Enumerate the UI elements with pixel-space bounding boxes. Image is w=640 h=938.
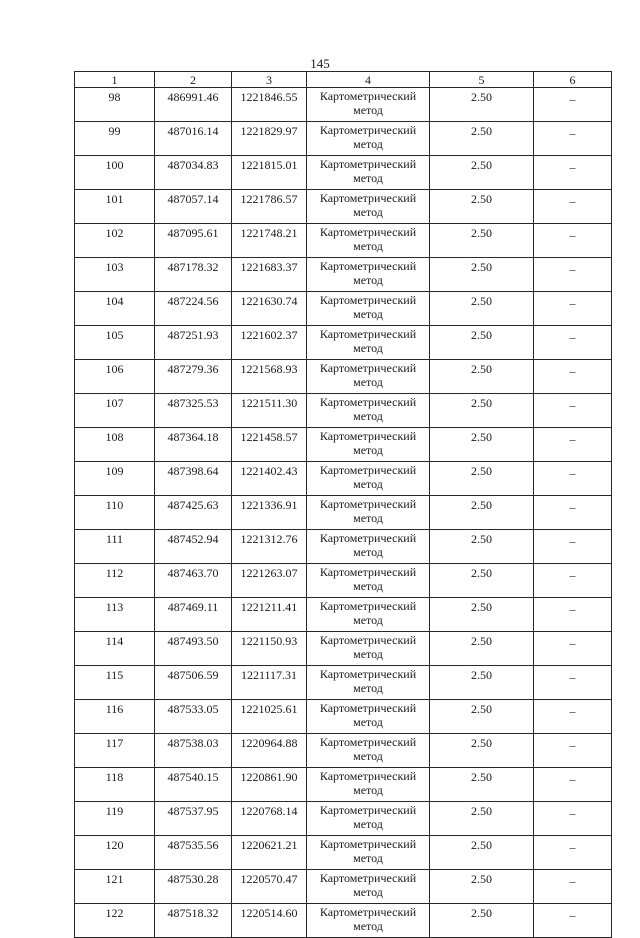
x-coordinate-cell: 487493.50 [155, 632, 232, 666]
header-col-5: 5 [430, 72, 534, 88]
note-cell: – [534, 258, 612, 292]
method-line-1: Картометрический [319, 327, 417, 341]
accuracy-cell: 2.50 [430, 224, 534, 258]
point-number-cell: 112 [75, 564, 155, 598]
method-cell [307, 122, 430, 156]
method-cell [307, 564, 430, 598]
y-coordinate-cell: 1221815.01 [232, 156, 307, 190]
accuracy-cell: 2.50 [430, 258, 534, 292]
point-number-cell: 102 [75, 224, 155, 258]
method-line-1: Картометрический [319, 599, 417, 613]
accuracy-cell: 2.50 [430, 156, 534, 190]
header-col-6: 6 [534, 72, 612, 88]
table-row [75, 122, 612, 156]
table-row [75, 462, 612, 496]
x-coordinate-cell: 487057.14 [155, 190, 232, 224]
method-line-1: Картометрический [319, 871, 417, 885]
table-row [75, 496, 612, 530]
accuracy-cell: 2.50 [430, 632, 534, 666]
note-cell: – [534, 598, 612, 632]
x-coordinate-cell: 487398.64 [155, 462, 232, 496]
accuracy-cell: 2.50 [430, 428, 534, 462]
method-line-2: метод [353, 545, 383, 559]
accuracy-cell: 2.50 [430, 802, 534, 836]
note-cell: – [534, 462, 612, 496]
method-line-1: Картометрический [319, 361, 417, 375]
x-coordinate-cell: 487518.32 [155, 904, 232, 938]
table-row [75, 530, 612, 564]
method-cell [307, 496, 430, 530]
method-cell [307, 156, 430, 190]
method-line-1: Картометрический [319, 701, 417, 715]
x-coordinate-cell: 487533.05 [155, 700, 232, 734]
method-line-1: Картометрический [319, 89, 417, 103]
note-cell: – [534, 496, 612, 530]
x-coordinate-cell: 487095.61 [155, 224, 232, 258]
table-row [75, 326, 612, 360]
note-cell: – [534, 870, 612, 904]
method-line-1: Картометрический [319, 633, 417, 647]
method-line-1: Картометрический [319, 803, 417, 817]
note-cell: – [534, 836, 612, 870]
method-cell [307, 904, 430, 938]
method-line-2: метод [353, 511, 383, 525]
x-coordinate-cell: 487463.70 [155, 564, 232, 598]
table-row [75, 632, 612, 666]
coordinates-table [74, 71, 612, 938]
method-cell [307, 598, 430, 632]
accuracy-cell: 2.50 [430, 496, 534, 530]
x-coordinate-cell: 487535.56 [155, 836, 232, 870]
header-col-2: 2 [155, 72, 232, 88]
method-cell [307, 802, 430, 836]
y-coordinate-cell: 1221312.76 [232, 530, 307, 564]
method-line-1: Картометрический [319, 837, 417, 851]
y-coordinate-cell: 1220768.14 [232, 802, 307, 836]
point-number-cell: 113 [75, 598, 155, 632]
method-cell [307, 530, 430, 564]
y-coordinate-cell: 1221846.55 [232, 88, 307, 122]
point-number-cell: 105 [75, 326, 155, 360]
x-coordinate-cell: 487279.36 [155, 360, 232, 394]
method-line-2: метод [353, 477, 383, 491]
y-coordinate-cell: 1220570.47 [232, 870, 307, 904]
y-coordinate-cell: 1221336.91 [232, 496, 307, 530]
header-col-3: 3 [232, 72, 307, 88]
method-cell [307, 258, 430, 292]
method-cell [307, 394, 430, 428]
accuracy-cell: 2.50 [430, 598, 534, 632]
method-cell [307, 360, 430, 394]
header-col-1: 1 [75, 72, 155, 88]
method-line-1: Картометрический [319, 565, 417, 579]
x-coordinate-cell: 487364.18 [155, 428, 232, 462]
method-line-2: метод [353, 885, 383, 899]
table-header-row [75, 72, 612, 88]
note-cell: – [534, 224, 612, 258]
method-line-2: метод [353, 749, 383, 763]
note-cell: – [534, 326, 612, 360]
point-number-cell: 116 [75, 700, 155, 734]
method-cell [307, 666, 430, 700]
method-line-2: метод [353, 443, 383, 457]
x-coordinate-cell: 487530.28 [155, 870, 232, 904]
page-number: 145 [310, 56, 330, 71]
point-number-cell: 109 [75, 462, 155, 496]
method-cell [307, 88, 430, 122]
table-row [75, 870, 612, 904]
point-number-cell: 111 [75, 530, 155, 564]
method-line-2: метод [353, 103, 383, 117]
y-coordinate-cell: 1220964.88 [232, 734, 307, 768]
x-coordinate-cell: 487425.63 [155, 496, 232, 530]
y-coordinate-cell: 1221568.93 [232, 360, 307, 394]
table-row [75, 292, 612, 326]
note-cell: – [534, 530, 612, 564]
point-number-cell: 115 [75, 666, 155, 700]
point-number-cell: 100 [75, 156, 155, 190]
accuracy-cell: 2.50 [430, 904, 534, 938]
method-line-1: Картометрический [319, 531, 417, 545]
point-number-cell: 106 [75, 360, 155, 394]
method-line-1: Картометрический [319, 667, 417, 681]
accuracy-cell: 2.50 [430, 836, 534, 870]
point-number-cell: 120 [75, 836, 155, 870]
table-row [75, 904, 612, 938]
accuracy-cell: 2.50 [430, 360, 534, 394]
accuracy-cell: 2.50 [430, 734, 534, 768]
method-line-2: метод [353, 307, 383, 321]
y-coordinate-cell: 1221263.07 [232, 564, 307, 598]
note-cell: – [534, 394, 612, 428]
y-coordinate-cell: 1221786.57 [232, 190, 307, 224]
method-cell [307, 190, 430, 224]
note-cell: – [534, 292, 612, 326]
note-cell: – [534, 632, 612, 666]
method-line-2: метод [353, 919, 383, 933]
method-line-2: метод [353, 137, 383, 151]
method-cell [307, 700, 430, 734]
x-coordinate-cell: 487452.94 [155, 530, 232, 564]
method-line-2: метод [353, 613, 383, 627]
y-coordinate-cell: 1220514.60 [232, 904, 307, 938]
table-body [75, 88, 612, 938]
y-coordinate-cell: 1221025.61 [232, 700, 307, 734]
table-row [75, 598, 612, 632]
method-cell [307, 768, 430, 802]
y-coordinate-cell: 1221511.30 [232, 394, 307, 428]
table-row [75, 394, 612, 428]
x-coordinate-cell: 487506.59 [155, 666, 232, 700]
accuracy-cell: 2.50 [430, 666, 534, 700]
y-coordinate-cell: 1221602.37 [232, 326, 307, 360]
x-coordinate-cell: 487251.93 [155, 326, 232, 360]
note-cell: – [534, 904, 612, 938]
method-line-2: метод [353, 579, 383, 593]
x-coordinate-cell: 487034.83 [155, 156, 232, 190]
method-cell [307, 462, 430, 496]
table-row [75, 734, 612, 768]
y-coordinate-cell: 1221683.37 [232, 258, 307, 292]
method-line-1: Картометрический [319, 395, 417, 409]
method-cell [307, 836, 430, 870]
table-row [75, 666, 612, 700]
table-row [75, 258, 612, 292]
method-line-2: метод [353, 171, 383, 185]
method-cell [307, 870, 430, 904]
point-number-cell: 107 [75, 394, 155, 428]
table-row [75, 224, 612, 258]
point-number-cell: 101 [75, 190, 155, 224]
method-line-2: метод [353, 681, 383, 695]
method-line-1: Картометрический [319, 905, 417, 919]
accuracy-cell: 2.50 [430, 564, 534, 598]
method-cell [307, 428, 430, 462]
table-row [75, 88, 612, 122]
method-line-2: метод [353, 341, 383, 355]
method-line-1: Картометрический [319, 463, 417, 477]
method-cell [307, 326, 430, 360]
method-line-1: Картометрический [319, 157, 417, 171]
accuracy-cell: 2.50 [430, 530, 534, 564]
header-col-4: 4 [307, 72, 430, 88]
accuracy-cell: 2.50 [430, 700, 534, 734]
y-coordinate-cell: 1221211.41 [232, 598, 307, 632]
method-line-2: метод [353, 851, 383, 865]
y-coordinate-cell: 1220621.21 [232, 836, 307, 870]
method-line-1: Картометрический [319, 225, 417, 239]
accuracy-cell: 2.50 [430, 190, 534, 224]
table-row [75, 700, 612, 734]
accuracy-cell: 2.50 [430, 326, 534, 360]
note-cell: – [534, 700, 612, 734]
method-cell [307, 734, 430, 768]
method-line-1: Картометрический [319, 191, 417, 205]
note-cell: – [534, 564, 612, 598]
x-coordinate-cell: 487016.14 [155, 122, 232, 156]
accuracy-cell: 2.50 [430, 394, 534, 428]
method-line-1: Картометрический [319, 769, 417, 783]
y-coordinate-cell: 1221402.43 [232, 462, 307, 496]
y-coordinate-cell: 1220861.90 [232, 768, 307, 802]
y-coordinate-cell: 1221829.97 [232, 122, 307, 156]
table-row [75, 360, 612, 394]
note-cell: – [534, 156, 612, 190]
method-line-1: Картометрический [319, 259, 417, 273]
method-line-2: метод [353, 715, 383, 729]
point-number-cell: 121 [75, 870, 155, 904]
note-cell: – [534, 768, 612, 802]
point-number-cell: 103 [75, 258, 155, 292]
table-row [75, 428, 612, 462]
point-number-cell: 110 [75, 496, 155, 530]
method-line-2: метод [353, 205, 383, 219]
method-cell [307, 632, 430, 666]
table-row [75, 190, 612, 224]
method-line-2: метод [353, 409, 383, 423]
point-number-cell: 118 [75, 768, 155, 802]
x-coordinate-cell: 487224.56 [155, 292, 232, 326]
note-cell: – [534, 190, 612, 224]
accuracy-cell: 2.50 [430, 462, 534, 496]
table-row [75, 564, 612, 598]
note-cell: – [534, 666, 612, 700]
method-cell [307, 224, 430, 258]
table-row [75, 156, 612, 190]
method-line-1: Картометрический [319, 293, 417, 307]
table-row [75, 802, 612, 836]
note-cell: – [534, 428, 612, 462]
note-cell: – [534, 802, 612, 836]
x-coordinate-cell: 487538.03 [155, 734, 232, 768]
method-line-1: Картометрический [319, 429, 417, 443]
point-number-cell: 108 [75, 428, 155, 462]
accuracy-cell: 2.50 [430, 292, 534, 326]
point-number-cell: 119 [75, 802, 155, 836]
accuracy-cell: 2.50 [430, 122, 534, 156]
x-coordinate-cell: 487178.32 [155, 258, 232, 292]
y-coordinate-cell: 1221150.93 [232, 632, 307, 666]
method-line-2: метод [353, 239, 383, 253]
accuracy-cell: 2.50 [430, 768, 534, 802]
method-line-2: метод [353, 783, 383, 797]
accuracy-cell: 2.50 [430, 870, 534, 904]
y-coordinate-cell: 1221458.57 [232, 428, 307, 462]
note-cell: – [534, 88, 612, 122]
x-coordinate-cell: 486991.46 [155, 88, 232, 122]
x-coordinate-cell: 487325.53 [155, 394, 232, 428]
y-coordinate-cell: 1221117.31 [232, 666, 307, 700]
note-cell: – [534, 122, 612, 156]
method-line-1: Картометрический [319, 123, 417, 137]
x-coordinate-cell: 487537.95 [155, 802, 232, 836]
note-cell: – [534, 360, 612, 394]
point-number-cell: 114 [75, 632, 155, 666]
x-coordinate-cell: 487469.11 [155, 598, 232, 632]
point-number-cell: 98 [75, 88, 155, 122]
method-line-1: Картометрический [319, 497, 417, 511]
table-row [75, 836, 612, 870]
method-cell [307, 292, 430, 326]
note-cell: – [534, 734, 612, 768]
method-line-2: метод [353, 817, 383, 831]
point-number-cell: 117 [75, 734, 155, 768]
point-number-cell: 122 [75, 904, 155, 938]
method-line-2: метод [353, 647, 383, 661]
method-line-2: метод [353, 273, 383, 287]
point-number-cell: 99 [75, 122, 155, 156]
y-coordinate-cell: 1221630.74 [232, 292, 307, 326]
table-row [75, 768, 612, 802]
point-number-cell: 104 [75, 292, 155, 326]
accuracy-cell: 2.50 [430, 88, 534, 122]
y-coordinate-cell: 1221748.21 [232, 224, 307, 258]
method-line-1: Картометрический [319, 735, 417, 749]
method-line-2: метод [353, 375, 383, 389]
x-coordinate-cell: 487540.15 [155, 768, 232, 802]
